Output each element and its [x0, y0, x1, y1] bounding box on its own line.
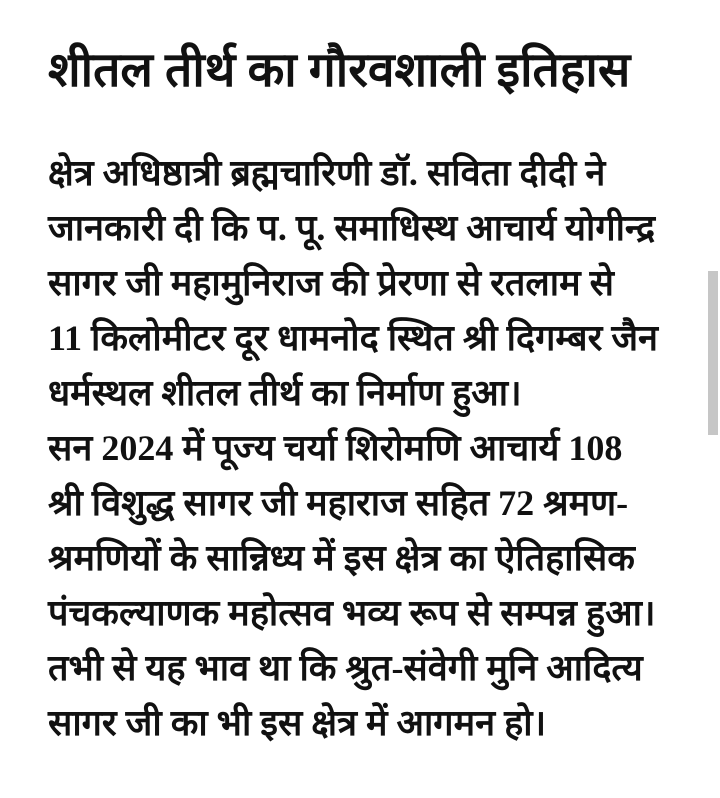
article-text-line: श्री विशुद्ध सागर जी महाराज सहित 72 श्रमण- [48, 483, 629, 523]
article-text-line: सागर जी का भी इस क्षेत्र में आगमन हो। [48, 703, 547, 743]
page-title: शीतल तीर्थ का गौरवशाली इतिहास [48, 44, 631, 97]
article-text-line: जानकारी दी कि प. पू. समाधिस्थ आचार्य योगीन्द्र [48, 208, 656, 248]
article-text-line: क्षेत्र अधिष्ठात्री ब्रह्मचारिणी डॉ. सविता दीदी ने [48, 153, 606, 193]
article-text-line: तभी से यह भाव था कि श्रुत-संवेगी मुनि आदित्य [48, 648, 643, 688]
article-body [48, 146, 684, 751]
article-text-line: श्रमणियों के सान्निध्य में इस क्षेत्र का ऐतिहासिक [48, 538, 635, 578]
article-text-line: पंचकल्याणक महोत्सव भव्य रूप से सम्पन्न हुआ। [48, 593, 656, 633]
article-text-line: सागर जी महामुनिराज की प्रेरणा से रतलाम से [48, 263, 614, 303]
article-text-line: 11 किलोमीटर दूर धामनोद स्थित श्री दिगम्बर जैन [48, 318, 659, 358]
article-text-line: धर्मस्थल शीतल तीर्थ का निर्माण हुआ। [48, 373, 522, 413]
vertical-scrollbar-thumb[interactable] [708, 271, 718, 435]
article-text-line: सन 2024 में पूज्य चर्या शिरोमणि आचार्य 108 [48, 428, 623, 468]
